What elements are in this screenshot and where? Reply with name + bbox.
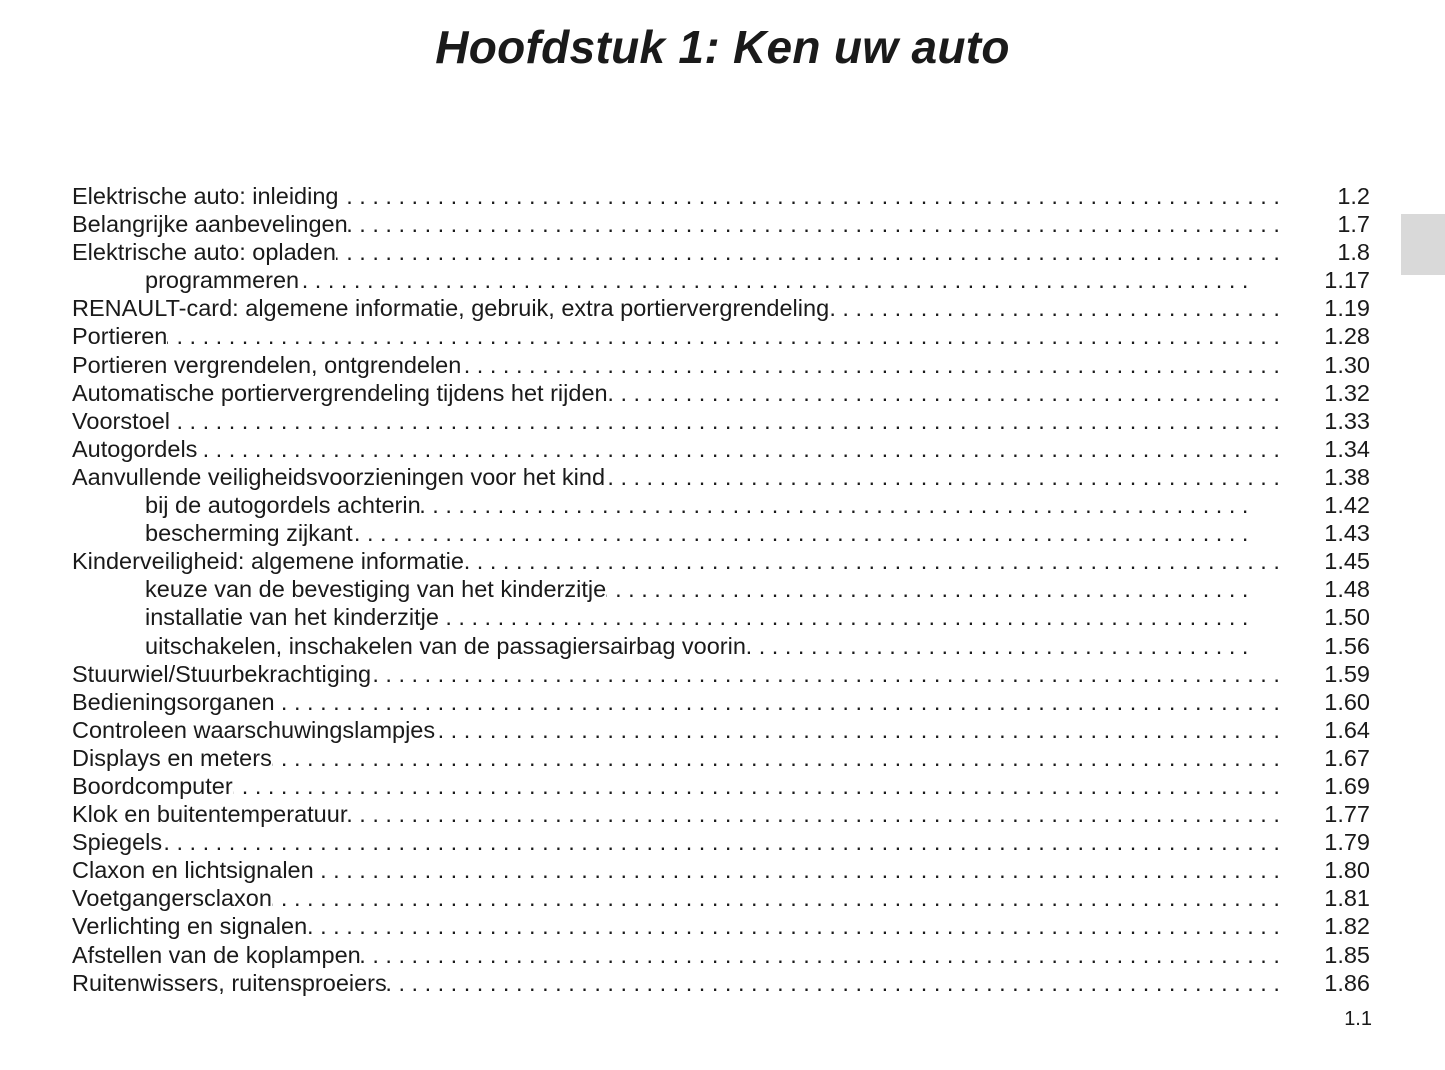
toc-entry[interactable] <box>72 632 1370 660</box>
toc-entry-page: 1.60 <box>1324 688 1370 715</box>
toc-entry[interactable] <box>72 266 1370 294</box>
toc-entry[interactable] <box>72 969 1370 997</box>
toc-entry-page: 1.28 <box>1324 323 1370 350</box>
toc-entry-label: Boordcomputer <box>72 772 233 799</box>
toc-entry-label: installatie van het kinderzitje <box>145 604 439 631</box>
toc-leader <box>72 351 1287 379</box>
toc-leader <box>72 238 1287 266</box>
toc-entry[interactable] <box>72 660 1370 688</box>
toc-entry-page: 1.77 <box>1324 801 1370 828</box>
toc-leader <box>145 266 1257 294</box>
toc-leader <box>145 491 1257 519</box>
toc-entry-page: 1.42 <box>1324 492 1370 519</box>
toc-leader <box>72 716 1287 744</box>
toc-entry-label: Automatische portiervergrendeling tijdens het rijden <box>72 379 608 406</box>
toc-entry-label: Autogordels <box>72 435 198 462</box>
toc-entry[interactable] <box>72 772 1370 800</box>
toc-leader <box>72 688 1287 716</box>
toc-entry[interactable] <box>72 322 1370 350</box>
toc-entry-page: 1.81 <box>1324 885 1370 912</box>
toc-leader <box>72 912 1287 940</box>
toc-entry-page: 1.64 <box>1324 716 1370 743</box>
toc-entry-page: 1.86 <box>1324 969 1370 996</box>
toc-entry-label: Bedieningsorganen <box>72 688 275 715</box>
toc-leader <box>72 182 1287 210</box>
toc-entry-label: Voorstoel <box>72 407 170 434</box>
toc-leader <box>72 210 1287 238</box>
toc-entry-label: Portieren <box>72 323 168 350</box>
toc-entry-page: 1.38 <box>1324 463 1370 490</box>
toc-entry[interactable] <box>72 941 1370 969</box>
toc-entry-page: 1.82 <box>1324 913 1370 940</box>
toc-leader <box>145 632 1257 660</box>
toc-entry[interactable] <box>72 210 1370 238</box>
toc-entry-page: 1.34 <box>1324 435 1370 462</box>
toc-entry[interactable] <box>72 856 1370 884</box>
toc-leader <box>72 379 1287 407</box>
toc-entry-label: Claxon en lichtsignalen <box>72 857 314 884</box>
toc-entry-page: 1.8 <box>1337 239 1370 266</box>
toc-entry-page: 1.56 <box>1324 632 1370 659</box>
toc-leader <box>72 828 1287 856</box>
toc-leader <box>145 603 1257 631</box>
toc-entry-label: Displays en meters <box>72 744 272 771</box>
toc-entry[interactable] <box>72 828 1370 856</box>
toc-entry[interactable] <box>72 912 1370 940</box>
toc-entry[interactable] <box>72 238 1370 266</box>
toc-entry-page: 1.30 <box>1324 351 1370 378</box>
toc-entry-page: 1.59 <box>1324 660 1370 687</box>
toc-entry-page: 1.2 <box>1337 183 1370 209</box>
toc-entry[interactable] <box>72 688 1370 716</box>
toc-entry[interactable] <box>72 407 1370 435</box>
toc-entry-label: keuze van de bevestiging van het kinderzitje <box>145 576 607 603</box>
toc-entry-page: 1.43 <box>1324 520 1370 547</box>
toc-leader <box>72 435 1287 463</box>
toc-entry-page: 1.67 <box>1324 744 1370 771</box>
toc-entry-label: Controleen waarschuwingslampjes <box>72 716 436 743</box>
toc-entry-label: Afstellen van de koplampen <box>72 941 361 968</box>
toc-entry-label: Belangrijke aanbevelingen <box>72 211 348 238</box>
toc-entry-label: uitschakelen, inschakelen van de passagiersairbag voorin <box>145 632 746 659</box>
chapter-tab-marker <box>1401 214 1445 275</box>
toc-entry[interactable] <box>72 379 1370 407</box>
toc-entry-label: Ruitenwissers, ruitensproeiers <box>72 969 387 996</box>
page-title: Hoofdstuk 1: Ken uw auto <box>435 21 1010 73</box>
toc-entry-label: Aanvullende veiligheidsvoorzieningen voor het kind <box>72 463 606 490</box>
toc-entry-page: 1.80 <box>1324 857 1370 884</box>
toc-leader <box>72 884 1287 912</box>
toc-entry[interactable] <box>72 491 1370 519</box>
toc-entry-label: programmeren <box>145 267 300 294</box>
toc-leader <box>72 407 1287 435</box>
toc-entry-label: Verlichting en signalen <box>72 913 308 940</box>
toc-entry-page: 1.85 <box>1324 941 1370 968</box>
toc-entry-label: bescherming zijkant <box>145 520 353 547</box>
page-number: 1.1 <box>1344 1008 1372 1030</box>
toc-entry-page: 1.50 <box>1324 604 1370 631</box>
toc-leader <box>72 744 1287 772</box>
toc-leader <box>72 941 1287 969</box>
toc-leader <box>72 856 1287 884</box>
toc-entry[interactable] <box>72 435 1370 463</box>
toc-entry[interactable] <box>72 519 1370 547</box>
toc-entry-page: 1.32 <box>1324 379 1370 406</box>
toc-entry-page: 1.7 <box>1337 211 1370 238</box>
toc-leader <box>145 519 1257 547</box>
toc-entry[interactable] <box>72 884 1370 912</box>
toc-leader <box>145 575 1257 603</box>
toc-leader <box>72 294 1287 322</box>
toc-entry-label: Klok en buitentemperatuur <box>72 801 348 828</box>
toc-entry[interactable] <box>72 547 1370 575</box>
toc-leader <box>72 660 1287 688</box>
toc-leader <box>72 463 1287 491</box>
toc-entry-page: 1.45 <box>1324 548 1370 575</box>
toc-entry-label: Stuurwiel/Stuurbekrachtiging <box>72 660 372 687</box>
toc-entry[interactable] <box>72 294 1370 322</box>
toc-entry-label: Elektrische auto: opladen <box>72 239 336 266</box>
toc-entry[interactable] <box>72 716 1370 744</box>
toc-entry-page: 1.48 <box>1324 576 1370 603</box>
toc-entry[interactable] <box>72 575 1370 603</box>
toc-leader <box>72 547 1287 575</box>
toc-entry[interactable] <box>72 603 1370 631</box>
toc-entry[interactable] <box>72 744 1370 772</box>
toc-entry-page: 1.69 <box>1324 772 1370 799</box>
toc-leader <box>72 969 1287 997</box>
table-of-contents <box>72 182 1370 997</box>
toc-leader <box>72 800 1287 828</box>
toc-entry-label: Spiegels <box>72 829 163 856</box>
toc-entry[interactable] <box>72 182 1370 210</box>
toc-entry-label: RENAULT-card: algemene informatie, gebruik, extra portiervergrendeling <box>72 295 830 322</box>
toc-entry-page: 1.79 <box>1324 829 1370 856</box>
toc-leader <box>72 322 1287 350</box>
toc-entry-label: Portieren vergrendelen, ontgrendelen <box>72 351 462 378</box>
toc-entry-label: bij de autogordels achterin <box>145 492 421 519</box>
toc-entry[interactable] <box>72 800 1370 828</box>
toc-entry[interactable] <box>72 463 1370 491</box>
toc-entry-label: Kinderveiligheid: algemene informatie <box>72 548 464 575</box>
toc-entry-page: 1.17 <box>1324 267 1370 294</box>
toc-entry-page: 1.19 <box>1324 295 1370 322</box>
toc-entry-label: Elektrische auto: inleiding <box>72 183 339 209</box>
toc-leader <box>72 772 1287 800</box>
toc-entry-label: Voetgangersclaxon <box>72 885 272 912</box>
toc-entry-page: 1.33 <box>1324 407 1370 434</box>
toc-entry[interactable] <box>72 351 1370 379</box>
